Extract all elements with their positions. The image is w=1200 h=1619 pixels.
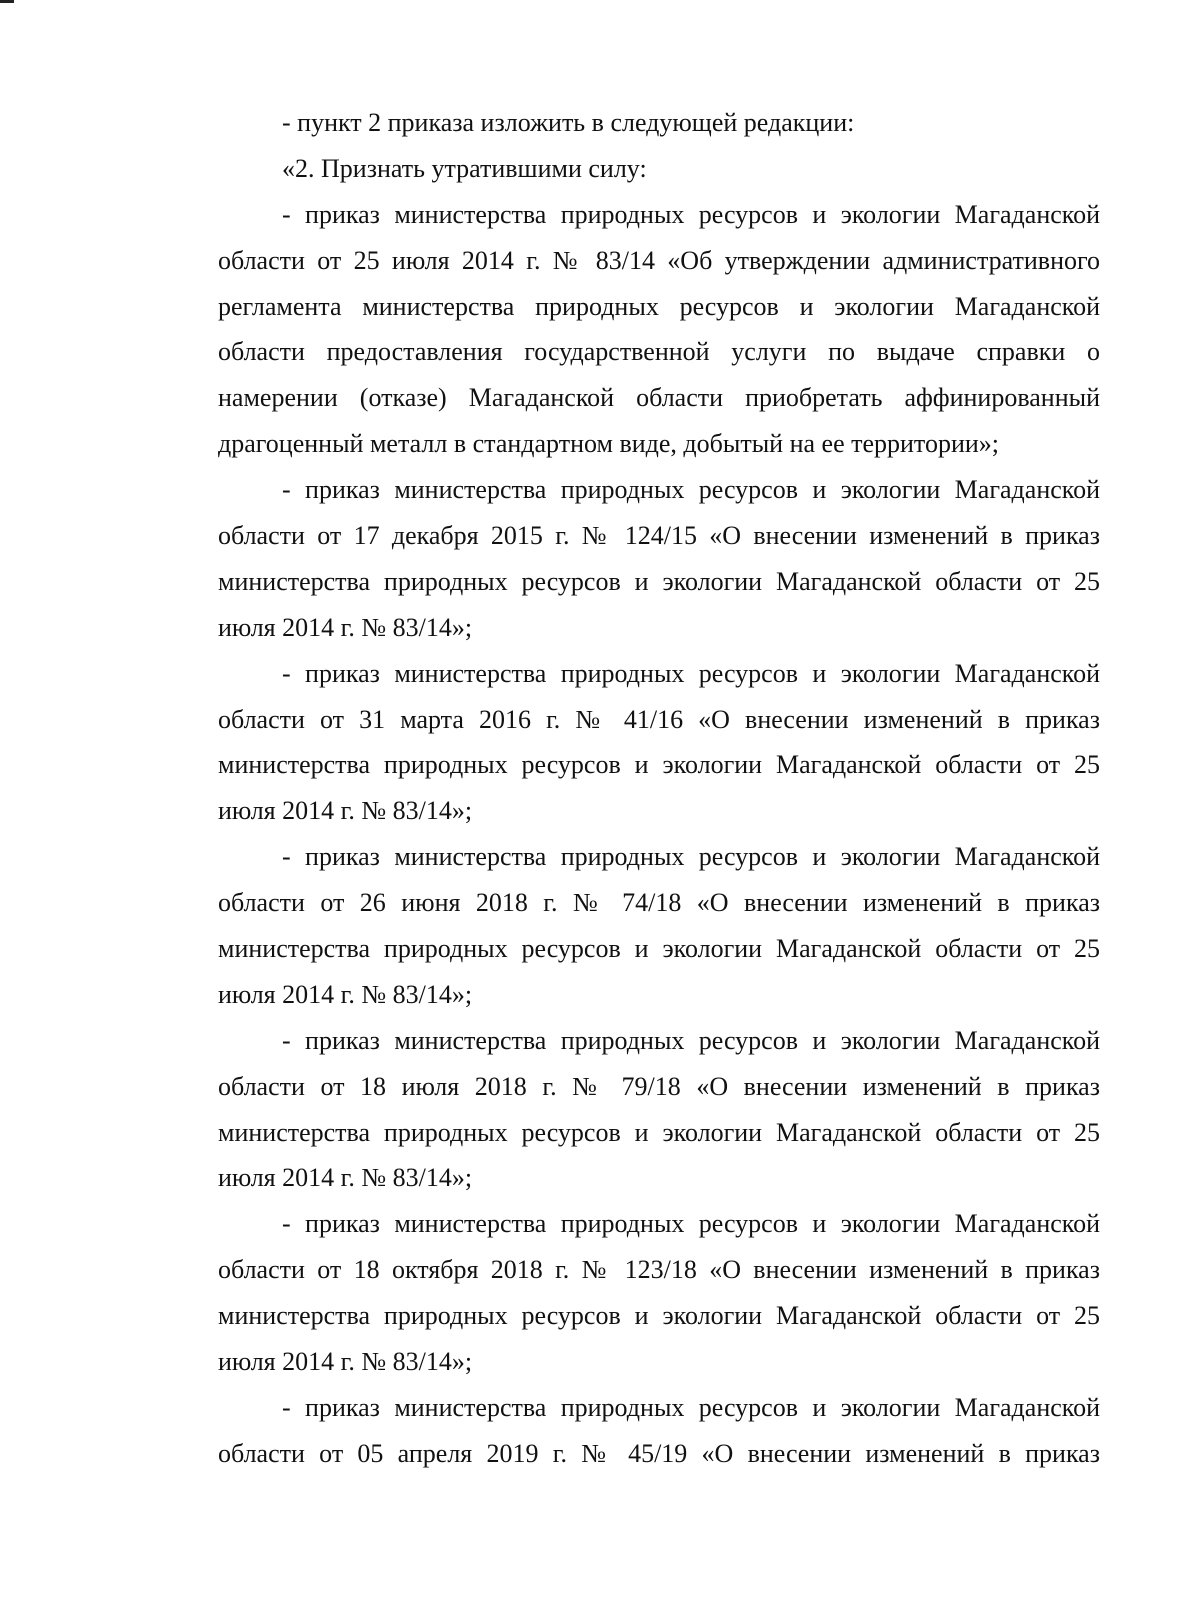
- paragraph-line: драгоценный металл в стандартном виде, добытый на ее территории»;: [218, 429, 1000, 459]
- paragraph-line: июля 2014 г. № 83/14»;: [218, 796, 473, 826]
- list-item: [218, 1201, 1100, 1385]
- list-item: [218, 1385, 1100, 1477]
- list-item: [218, 1018, 1100, 1202]
- intro-line: - пункт 2 приказа изложить в следующей редакции:: [282, 108, 855, 137]
- paragraph-line: - приказ министерства природных ресурсов и экологии Магаданской: [282, 842, 1100, 872]
- paragraph-line: области от 31 марта 2016 г. № 41/16 «О внесении изменений в приказ: [218, 704, 1100, 734]
- paragraph-line: июля 2014 г. № 83/14»;: [218, 612, 473, 642]
- paragraph-line: - приказ министерства природных ресурсов и экологии Магаданской: [282, 1392, 1100, 1422]
- paragraph-line: - приказ министерства природных ресурсов и экологии Магаданской: [282, 658, 1100, 688]
- paragraph-line: - приказ министерства природных ресурсов и экологии Магаданской: [282, 1209, 1100, 1239]
- paragraph-line: июля 2014 г. № 83/14»;: [218, 1347, 473, 1377]
- paragraph-line: области от 26 июня 2018 г. № 74/18 «О внесении изменений в приказ: [218, 888, 1100, 918]
- paragraph-line: - приказ министерства природных ресурсов и экологии Магаданской: [282, 199, 1100, 229]
- paragraph-line: области от 18 октября 2018 г. № 123/18 «О внесении изменений в приказ: [218, 1255, 1100, 1285]
- paragraph-line: июля 2014 г. № 83/14»;: [218, 1163, 473, 1193]
- list-item: [218, 834, 1100, 1018]
- paragraph-line: - приказ министерства природных ресурсов и экологии Магаданской: [282, 475, 1100, 505]
- paragraph-line: министерства природных ресурсов и экологии Магаданской области от 25: [218, 934, 1100, 964]
- paragraph-line: министерства природных ресурсов и экологии Магаданской области от 25: [218, 1117, 1100, 1147]
- heading-line: «2. Признать утратившими силу:: [282, 153, 647, 183]
- paragraph-line: министерства природных ресурсов и экологии Магаданской области от 25: [218, 750, 1100, 780]
- paragraph-line: области предоставления государственной услуги по выдаче справки о: [218, 337, 1100, 367]
- paragraph-line: области от 25 июля 2014 г. № 83/14 «Об утверждении административного: [218, 245, 1100, 275]
- paragraph-line: министерства природных ресурсов и экологии Магаданской области от 25: [218, 1301, 1100, 1331]
- paragraph-line: министерства природных ресурсов и экологии Магаданской области от 25: [218, 566, 1100, 596]
- document-body: [218, 100, 1100, 1477]
- paragraph-line: - приказ министерства природных ресурсов и экологии Магаданской: [282, 1025, 1100, 1055]
- list-item: [218, 651, 1100, 835]
- paragraph-line: области от 17 декабря 2015 г. № 124/15 «О внесении изменений в приказ: [218, 521, 1100, 551]
- paragraph-line: области от 18 июля 2018 г. № 79/18 «О внесении изменений в приказ: [218, 1071, 1100, 1101]
- list-item: [218, 467, 1100, 651]
- paragraph-line: намерении (отказе) Магаданской области приобретать аффинированный: [218, 383, 1100, 413]
- list-item: [218, 192, 1100, 467]
- paragraph-line: июля 2014 г. № 83/14»;: [218, 979, 473, 1009]
- paragraph-line: регламента министерства природных ресурсов и экологии Магаданской: [218, 291, 1100, 321]
- scan-edge-mark: [0, 0, 14, 3]
- paragraph-line: области от 05 апреля 2019 г. № 45/19 «О внесении изменений в приказ: [218, 1438, 1100, 1468]
